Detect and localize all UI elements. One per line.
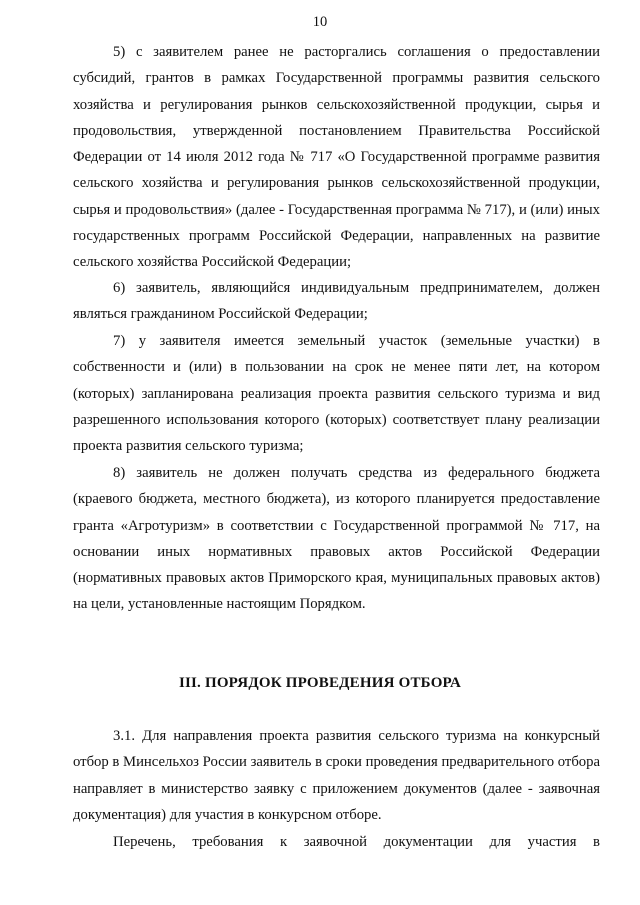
item-8-block xyxy=(73,460,600,618)
item-7-block xyxy=(73,328,600,459)
page-number: 10 xyxy=(312,14,328,30)
clause-3-1-block xyxy=(73,723,600,828)
item-5-paragraph: 5) с заявителем ранее не расторгались соглашения о предоставлении субсидий, грантов в рамках Государственной программы развития сельского хозяйства и регулирования рынков сельскохозяйственной продукции, сырья и продовольствия, утвержденной постановлением Правительства Российской Федерации от 14 июля 2012 года № 717 «О Государственной программе развития сельского хозяйства и регулирования рынков сельскохозяйственной продукции, сырья и продовольствия» (далее - Государственная программа № 717), и (или) иных государственных программ Российской Федерации, направленных на развитие сельского хозяйства Российской Федерации; xyxy=(73,44,600,271)
section-heading: III. ПОРЯДОК ПРОВЕДЕНИЯ ОТБОРА xyxy=(178,675,462,691)
item-7-paragraph: 7) у заявителя имеется земельный участок (земельные участки) в собственности и (или) в пользовании на срок не менее пяти лет, на котором (которых) запланирована реализация проекта развития сельского туризма и вид разрешенного использования которого (которых) соответствует плану реализации проекта развития сельского туризма; xyxy=(73,333,600,455)
list-intro-block xyxy=(73,829,600,855)
item-6-block xyxy=(73,275,600,328)
item-5-block xyxy=(73,39,600,276)
clause-3-1-paragraph: 3.1. Для направления проекта развития сельского туризма на конкурсный отбор в Минсельхоз России заявитель в сроки проведения предварительного отбора направляет в министерство заявку с приложением документов (далее - заявочная документация) для участия в конкурсном отборе. xyxy=(73,728,600,823)
item-8-paragraph: 8) заявитель не должен получать средства из федерального бюджета (краевого бюджета, местного бюджета), из которого планируется предоставление гранта «Агротуризм» в соответствии с Государственной программой № 717, на основании иных нормативных правовых актов Российской Федерации (нормативных правовых актов Приморского края, муниципальных правовых актов) на цели, установленные настоящим Порядком. xyxy=(73,465,600,613)
list-intro-paragraph: Перечень, требования к заявочной документации для участия в xyxy=(113,834,600,850)
item-6-paragraph: 6) заявитель, являющийся индивидуальным предпринимателем, должен являться гражданином Российской Федерации; xyxy=(73,280,600,323)
